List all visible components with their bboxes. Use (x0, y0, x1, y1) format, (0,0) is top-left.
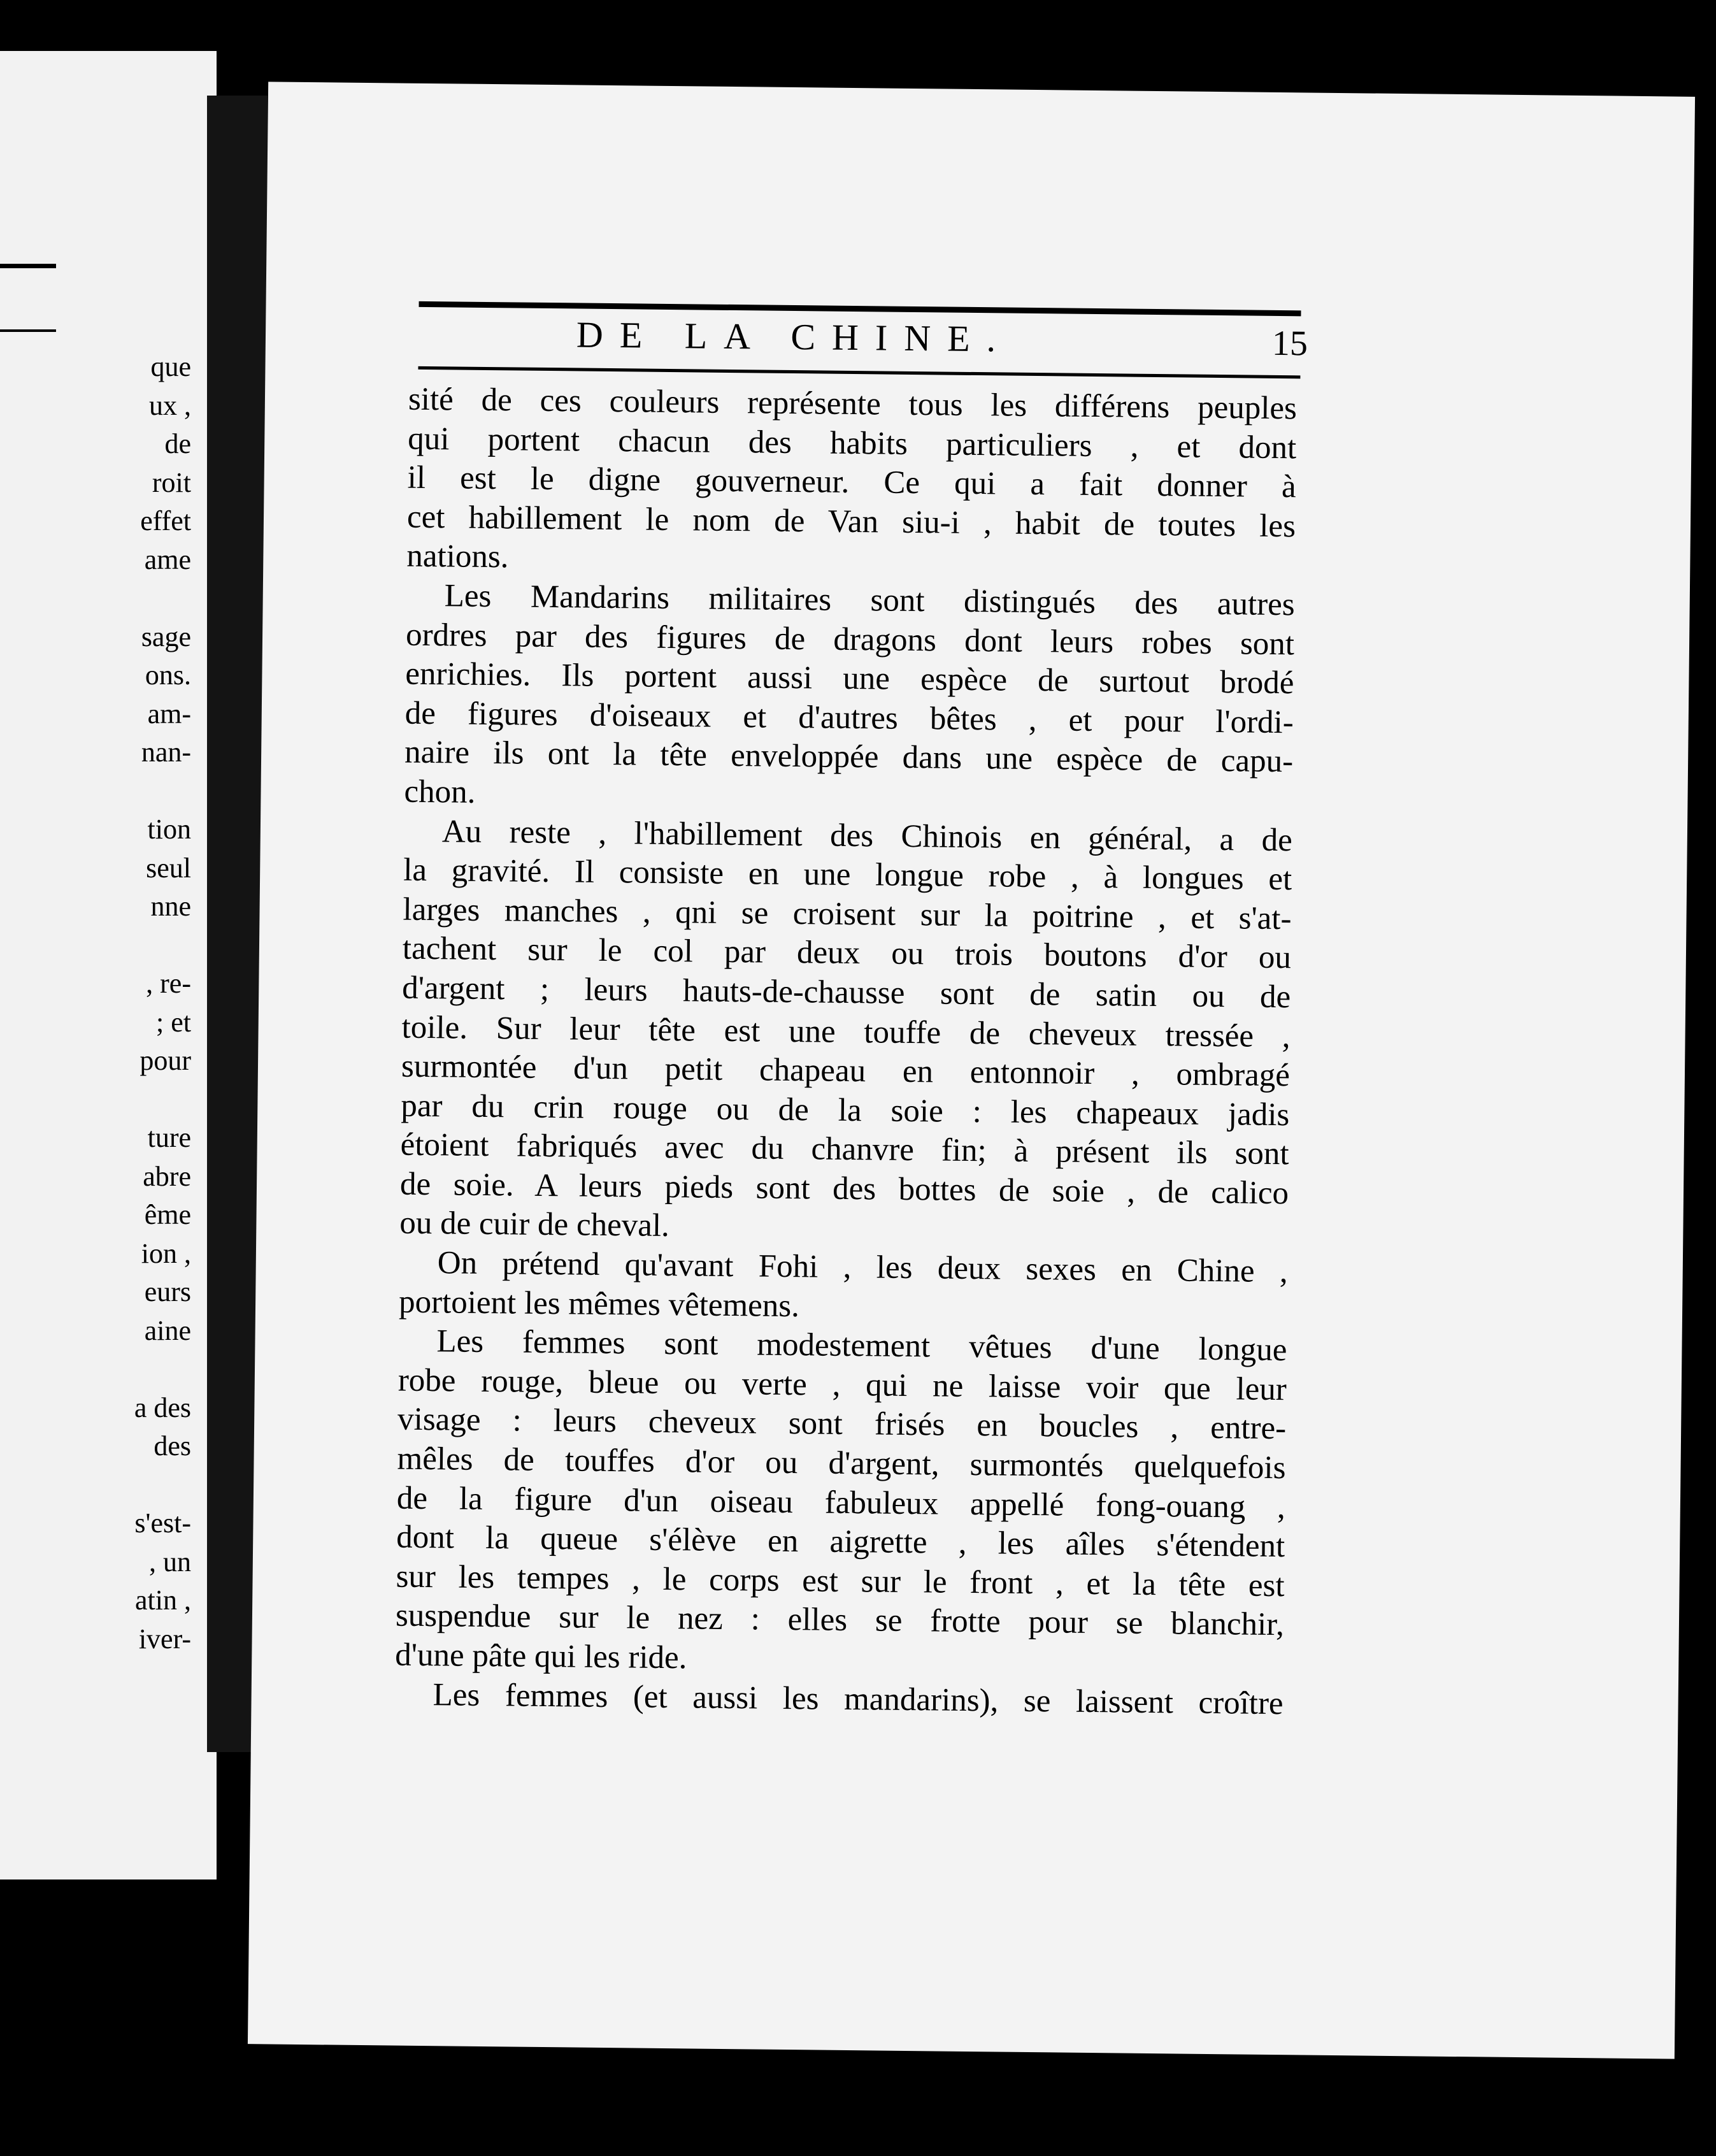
left-page-line-end: roit (152, 466, 191, 498)
text-line: cet habillement le nom de Van siu-i , habit de toutes les (406, 499, 1296, 545)
left-page-line-end: s'est- (134, 1507, 191, 1539)
left-page-line-end: , re- (146, 968, 191, 999)
text-line: ordres par des figures de dragons dont leurs robes sont (405, 617, 1295, 662)
text-line: enrichies. Ils portent aussi une espèce de surtout brodé (405, 656, 1294, 701)
text-line: nations. (406, 538, 509, 575)
left-page-line-end: aine (144, 1314, 191, 1346)
paragraph-start: On prétend qu'avant Fohi , les deux sexes en Chine , (437, 1245, 1289, 1290)
text-line: surmontée d'un petit chapeau en entonnoir , ombragé (401, 1048, 1291, 1094)
left-page-line-end: effet (140, 505, 191, 536)
left-page-line-end: ture (147, 1122, 191, 1153)
page-number: 15 (1271, 323, 1308, 364)
left-page-line-end: , un (149, 1546, 191, 1577)
paragraph-start: Les femmes (et aussi les mandarins), se laissent croître (433, 1676, 1283, 1721)
text-line: ou de cuir de cheval. (399, 1205, 670, 1244)
left-page (0, 51, 217, 1879)
text-line: tachent sur le col par deux ou trois boutons d'or ou (402, 930, 1292, 976)
left-page-line-end: atin , (135, 1585, 191, 1616)
text-line: naire ils ont la tête enveloppée dans une espèce de capu- (404, 734, 1294, 780)
text-line: étoient fabriqués avec du chanvre fin; à présent ils sont (400, 1126, 1289, 1172)
left-page-line-end: ion , (141, 1237, 191, 1269)
text-line: il est le digne gouverneur. Ce qui a fait donner à (407, 459, 1296, 505)
paragraph-start: Au reste , l'habillement des Chinois en général, a de (441, 813, 1293, 858)
text-line: toile. Sur leur tête est une touffe de cheveux tressée , (401, 1009, 1291, 1054)
text-line: mêles de touffes d'or ou d'argent, surmontés quelquefois (397, 1441, 1286, 1486)
text-line: de soie. A leurs pieds sont des bottes de soie , de calico (399, 1166, 1289, 1212)
text-line: qui portent chacun des habits particuliers , et dont (408, 420, 1297, 466)
left-page-line-end: seul (146, 852, 191, 884)
text-line: de la figure d'un oiseau fabuleux appellé fong-ouang , (396, 1480, 1286, 1525)
text-line: dont la queue s'élève en aigrette , les aîles s'étendent (396, 1519, 1285, 1565)
left-page-line-end: abre (143, 1160, 191, 1192)
text-line: chon. (404, 773, 476, 810)
text-line: d'une pâte qui les ride. (395, 1637, 687, 1676)
left-page-line-end: am- (147, 698, 191, 729)
text-line: robe rouge, bleue ou verte , qui ne laisse voir que leur (397, 1362, 1287, 1408)
text-line: de figures d'oiseaux et d'autres bêtes , et pour l'ordi- (404, 695, 1294, 741)
left-page-line-end: pour (139, 1045, 191, 1076)
text-line: portoient les mêmes vêtemens. (398, 1284, 800, 1324)
left-page-line-end: ame (144, 543, 191, 575)
left-page-line-end: sage (141, 621, 191, 652)
left-page-line-end: de (164, 428, 191, 459)
text-line: sité de ces couleurs représente tous les différens peuples (408, 381, 1298, 427)
left-page-line-end: ons. (145, 659, 191, 691)
left-page-line-end: iver- (138, 1623, 191, 1655)
left-page-line-end: ême (144, 1199, 191, 1230)
text-line: sur les tempes , le corps est sur le front , et la tête est (396, 1558, 1285, 1604)
text-line: visage : leurs cheveux sont frisés en boucles , entre- (397, 1402, 1287, 1447)
left-page-line-end: ; et (156, 1006, 191, 1038)
left-page-line-end: nan- (141, 737, 191, 768)
running-title: DE LA CHINE. (576, 313, 1013, 360)
text-line: par du crin rouge ou de la soie : les chapeaux jadis (401, 1088, 1290, 1133)
left-page-line-end: a des (134, 1391, 191, 1423)
left-page-line-end: des (154, 1430, 191, 1462)
left-header-rule (0, 264, 56, 268)
left-page-line-end: nne (150, 891, 191, 922)
text-line: suspendue sur le nez : elles se frotte pour se blanchir, (395, 1597, 1285, 1643)
left-page-line-end: tion (147, 814, 191, 845)
text-line: larges manches , qni se croisent sur la poitrine , et s'at- (403, 891, 1292, 937)
left-page-line-end: ux , (149, 389, 191, 421)
paragraph-start: Les Mandarins militaires sont distingués des autres (444, 578, 1295, 623)
left-page-line-end: que (150, 351, 191, 382)
right-page (248, 82, 1695, 2059)
left-header-rule-thin (0, 329, 56, 332)
paragraph-start: Les femmes sont modestement vêtues d'une longue (436, 1323, 1287, 1369)
left-page-line-end: eurs (144, 1276, 191, 1307)
text-line: la gravité. Il consiste en une longue robe , à longues et (403, 852, 1292, 898)
body-text (394, 380, 1297, 1724)
text-line: d'argent ; leurs hauts-de-chausse sont de satin ou de (402, 970, 1291, 1016)
